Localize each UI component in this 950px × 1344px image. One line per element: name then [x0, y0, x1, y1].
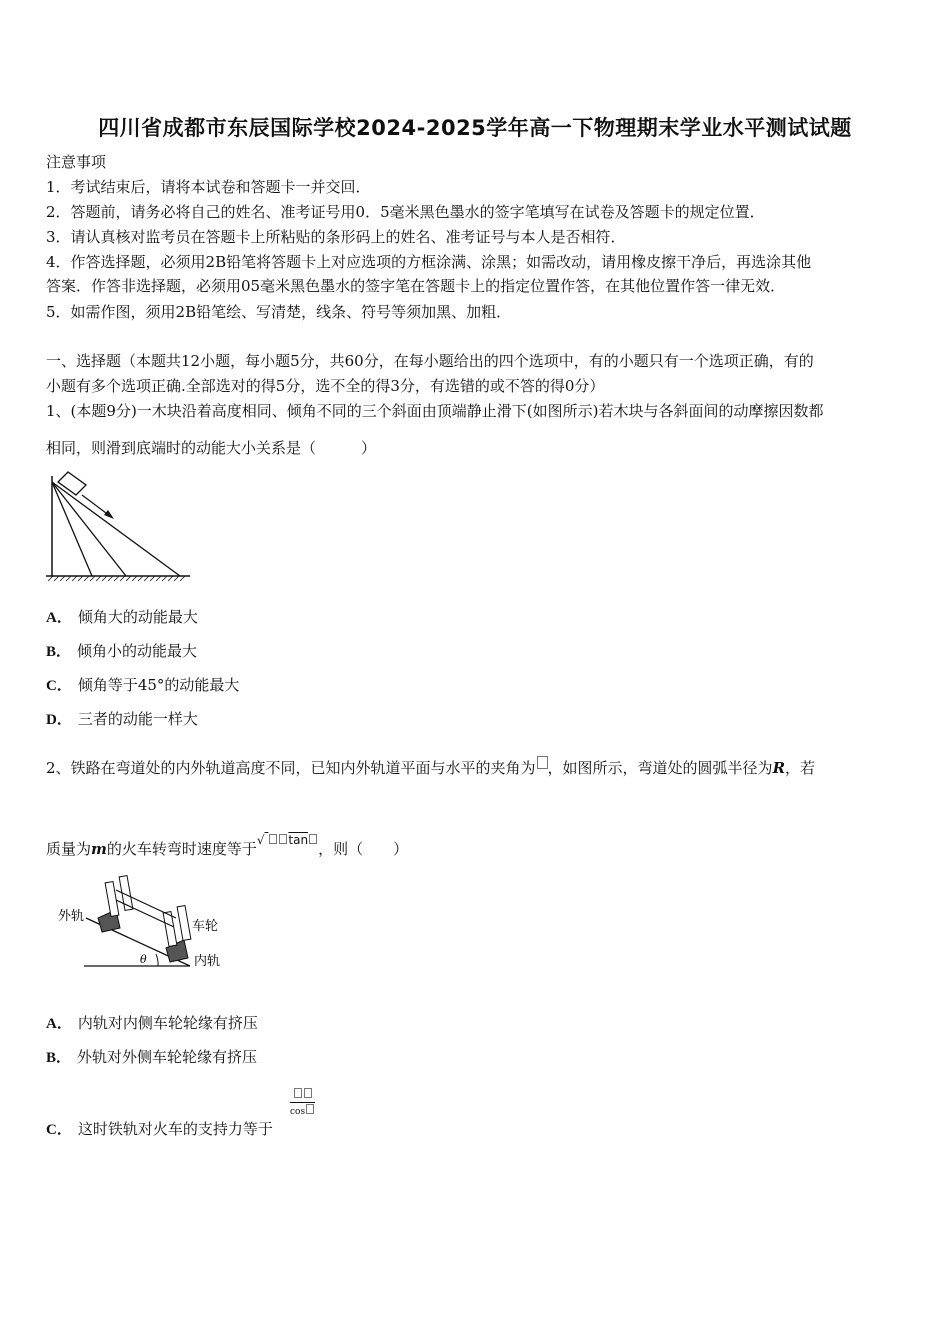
q1-option-a[interactable] — [46, 607, 198, 628]
option-letter: D． — [46, 712, 72, 728]
option-letter: C． — [46, 1122, 72, 1138]
option-text: 倾角小的动能最大 — [77, 642, 198, 660]
q1-option-d[interactable] — [46, 709, 198, 730]
outer-rail-label: 外轨 — [58, 909, 85, 924]
section-heading: 一、选择题（本题共12小题，每小题5分，共60分，在每小题给出的四个选项中，有的小题只有一个选项正确，有的 — [46, 352, 814, 370]
inner-rail-label: 内轨 — [194, 954, 221, 969]
option-text: 倾角大的动能最大 — [77, 608, 198, 626]
option-text: 倾角等于45°的动能最大 — [77, 676, 240, 694]
q2-option-a[interactable] — [46, 1013, 258, 1034]
sqrt-formula: √ tan — [257, 833, 318, 847]
q2-option-c[interactable] — [46, 1119, 273, 1140]
banked-track-figure — [56, 872, 236, 972]
notice-item: 4．作答选择题，必须用2B铅笔将答题卡上对应选项的方框涂满、涂黑；如需改动，请用橡皮擦干净后，再选涂其他 — [46, 253, 812, 271]
notice-item: 答案．作答非选择题，必须用05毫米黑色墨水的签字笔在答题卡上的指定位置作答，在其他位置作答一律无效． — [46, 277, 786, 295]
option-letter: A． — [46, 1016, 72, 1032]
notice-item: 3．请认真核对监考员在答题卡上所粘贴的条形码上的姓名、准考证号与本人是否相符． — [46, 228, 626, 246]
q1-stem-cont: 相同，则滑到底端时的动能大小关系是（ ） — [46, 439, 377, 457]
fraction-formula: cos — [290, 1088, 315, 1118]
q1-option-b[interactable] — [46, 641, 197, 662]
notice-item: 5．如需作图，须用2B铅笔绘、写清楚，线条、符号等须加黑、加粗． — [46, 303, 512, 321]
option-letter: A． — [46, 610, 72, 626]
page-title: 四川省成都市东辰国际学校2024-2025学年高一下物理期末学业水平测试试题 — [98, 116, 852, 140]
notice-item: 1．考试结束后，请将本试卷和答题卡一并交回． — [46, 178, 371, 196]
notice-heading: 注意事项 — [46, 153, 107, 171]
section-heading-cont: 小题有多个选项正确.全部选对的得5分，选不全的得3分，有选错的或不答的得0分） — [46, 377, 605, 395]
q1-option-c[interactable] — [46, 675, 239, 696]
incline-figure — [44, 468, 194, 584]
option-letter: B． — [46, 644, 72, 660]
option-text: 三者的动能一样大 — [77, 710, 198, 728]
option-text: 外轨对外侧车轮轮缘有挤压 — [77, 1048, 258, 1066]
option-text: 这时铁轨对火车的支持力等于 — [77, 1120, 273, 1138]
option-letter: C． — [46, 678, 72, 694]
q2-option-b[interactable] — [46, 1047, 257, 1068]
wheel-label: 车轮 — [192, 919, 219, 934]
option-letter: B． — [46, 1050, 72, 1066]
q1-stem: 1、(本题9分)一木块沿着高度相同、倾角不同的三个斜面由顶端静止滑下(如图所示)若木块与各斜面间的动摩擦因数都 — [46, 402, 824, 420]
missing-glyph-icon — [537, 756, 548, 769]
q2-stem-cont: 质量为m的火车转弯时速度等于$^{√ tan}$ ，则（ ） — [46, 833, 409, 858]
notice-item: 2．答题前，请务必将自己的姓名、准考证号用0．5毫米黑色墨水的签字笔填写在试卷及答题卡的规定位置． — [46, 203, 765, 221]
option-text: 内轨对内侧车轮轮缘有挤压 — [77, 1014, 258, 1032]
q2-stem: 2、铁路在弯道处的内外轨道高度不同，已知内外轨道平面与水平的夹角为 ，如图所示，弯道处的圆弧半径为R，若 — [46, 756, 815, 778]
theta-label: θ — [140, 953, 147, 966]
